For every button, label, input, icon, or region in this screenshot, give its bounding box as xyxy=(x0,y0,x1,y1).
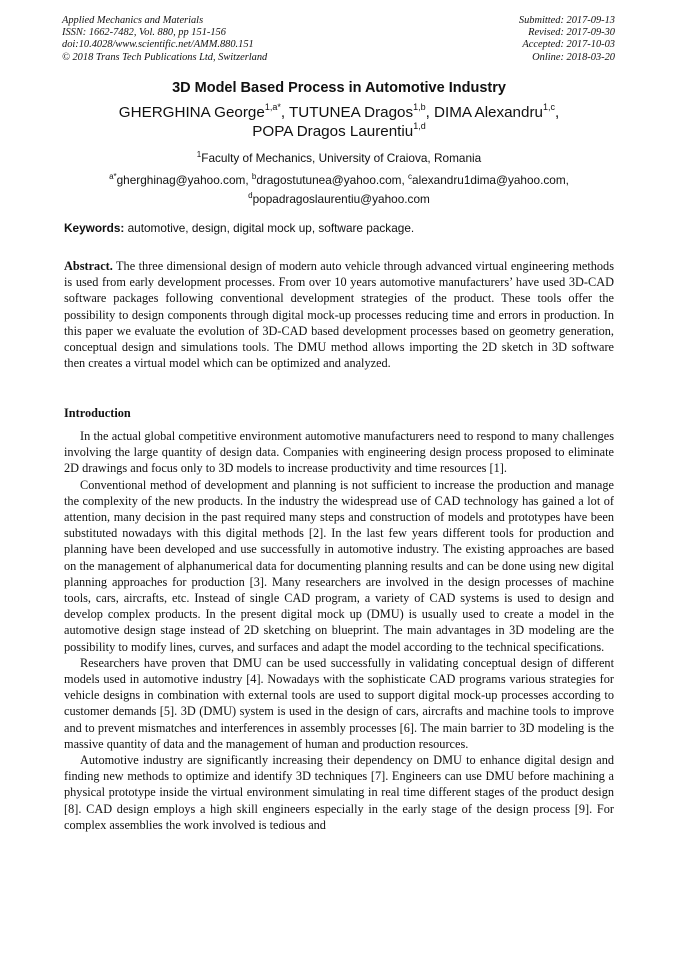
author-list: GHERGHINA George$^{1,a*}$, TUTUNEA Dragos$^{1,b}$, DIMA Alexandru$^{1,c}$, POPA Dragos Laurentiu$^{1,d}$ xyxy=(118,101,560,140)
email-superscript: a* xyxy=(109,172,117,181)
keywords-label: Keywords: xyxy=(64,221,125,235)
author-name: TUTUNEA Dragos xyxy=(289,104,414,121)
introduction-body xyxy=(64,428,614,948)
submitted-date: Submitted: 2017-09-13 xyxy=(518,15,615,26)
abstract xyxy=(64,258,614,371)
abstract-text: The three dimensional design of modern auto vehicle through advanced virtual engineering methods is used from early development processes. From over 10 years automotive manufacturers’ have used 3D-CAD software packages following conventional development strategies of the product. These tools offer the possibility to design components through digital mock-up processes reducing time and errors in production. In this paper we evaluate the evolution of 3D-CAD based development processes based on geometry generation, conceptual design and simulations tools. The DMU method allows importing the 2D sketch in 3D software then creates a virtual model which can be optimized and analyzed. xyxy=(64,259,614,371)
keywords-text: automotive, design, digital mock up, software package. xyxy=(127,221,415,235)
author-superscript: 1,c xyxy=(542,101,555,112)
paragraph: Researchers have proven that DMU can be used successfully in validating conceptual design of different models used in automotive industry [4]. Nowadays with the sophisticate CAD programs various strategies for vehicle designs in combination with external tools are used to support digital mock-up processes according to customer demands [5]. 3D (DMU) system is used in the design of cars, aircrafts and machine tools to improve and to prevent mismatches and interferences in assembly processes [6]. The main barrier to 3D modeling is the massive quantity of data and the management of human and production resources. xyxy=(64,655,614,751)
paragraph: Conventional method of development and planning is not sufficient to increase the production and manage the complexity of the new products. In the industry the widespread use of CAD technology has gained a lot of attention, many decision in the past required many steps and construction of models and prototypes have been substituted nowadays with this digital methods [2]. In the last few years different tools for production and planning have been developed and use successfully in automotive industry. The existing approaches are based on the management of alphanumerical data for documenting planning results and can be done using new digital planning approaches for production [3]. Many researchers are involved in the design processes of machine tools, cars, aircrafts, etc. Instead of single CAD program, a variety of CAD systems is used to design and develop complex products. In the present digital mock up (DMU) is usually used to create a model in the automotive design stage instead of 2D sketching on blueprint. The main advantages in 3D modeling are the possibility to modify lines, curves, and surfaces and adapt the model according to the technical specifications. xyxy=(64,477,614,654)
author-emails xyxy=(62,169,616,207)
author-superscript: 1,a* xyxy=(264,101,281,112)
email-link[interactable]: alexandru1dima@yahoo.com, xyxy=(412,172,569,187)
email-superscript: b xyxy=(251,172,257,181)
email-link[interactable]: dragostutunea@yahoo.com, xyxy=(256,172,405,187)
keywords-line xyxy=(64,221,414,235)
affiliation-text: Faculty of Mechanics, University of Craiova, Romania xyxy=(201,150,482,165)
revised-date: Revised: 2017-09-30 xyxy=(528,27,615,39)
author-superscript: 1,d xyxy=(413,120,426,131)
online-date: Online: 2018-03-20 xyxy=(532,51,615,63)
accepted-date: Accepted: 2017-10-03 xyxy=(522,39,615,51)
author-name: DIMA Alexandru xyxy=(434,104,543,121)
affiliation xyxy=(62,150,616,165)
submission-dates xyxy=(519,15,615,64)
section-heading-introduction: Introduction xyxy=(64,406,131,420)
email-link[interactable]: popadragoslaurentiu@yahoo.com xyxy=(252,191,430,206)
paragraph: In the actual global competitive environment automotive manufacturers need to respond to many challenges involving the large quantity of design data. Companies with engineering design process proposed to eliminate 2D drawings and focus only to 3D models to increase productivity and time resources [1]. xyxy=(64,429,614,476)
doi-line: doi:10.4028/www.scientific.net/AMM.880.151 xyxy=(62,39,254,51)
email-superscript: c xyxy=(408,172,413,181)
paragraph: Automotive industry are significantly increasing their dependency on DMU to enhance digital design and finding new methods to optimize and identify 3D techniques [7]. Engineers can use DMU before machining a physical prototype inside the virtual environment simulating in real time different stages of the product design [8]. CAD design employs a high skill engineers especially in the early stage of the design process [9]. For complex assemblies the work involved is tedious and xyxy=(64,753,614,832)
email-superscript: d xyxy=(248,190,253,200)
email-link[interactable]: gherghinag@yahoo.com, xyxy=(116,172,249,187)
issn-line: ISSN: 1662-7482, Vol. 880, pp 151-156 xyxy=(62,27,226,39)
author-name: POPA Dragos Laurentiu xyxy=(252,123,414,140)
journal-info xyxy=(62,15,267,64)
abstract-label: Abstract. xyxy=(64,259,113,273)
copyright-line: © 2018 Trans Tech Publications Ltd, Switzerland xyxy=(62,51,268,63)
author-superscript: 1,b xyxy=(413,101,426,112)
journal-name: Applied Mechanics and Materials xyxy=(62,15,204,26)
paper-title: 3D Model Based Process in Automotive Industry xyxy=(172,80,506,96)
affiliation-superscript: 1 xyxy=(196,150,202,159)
author-name: GHERGHINA George xyxy=(118,104,265,121)
